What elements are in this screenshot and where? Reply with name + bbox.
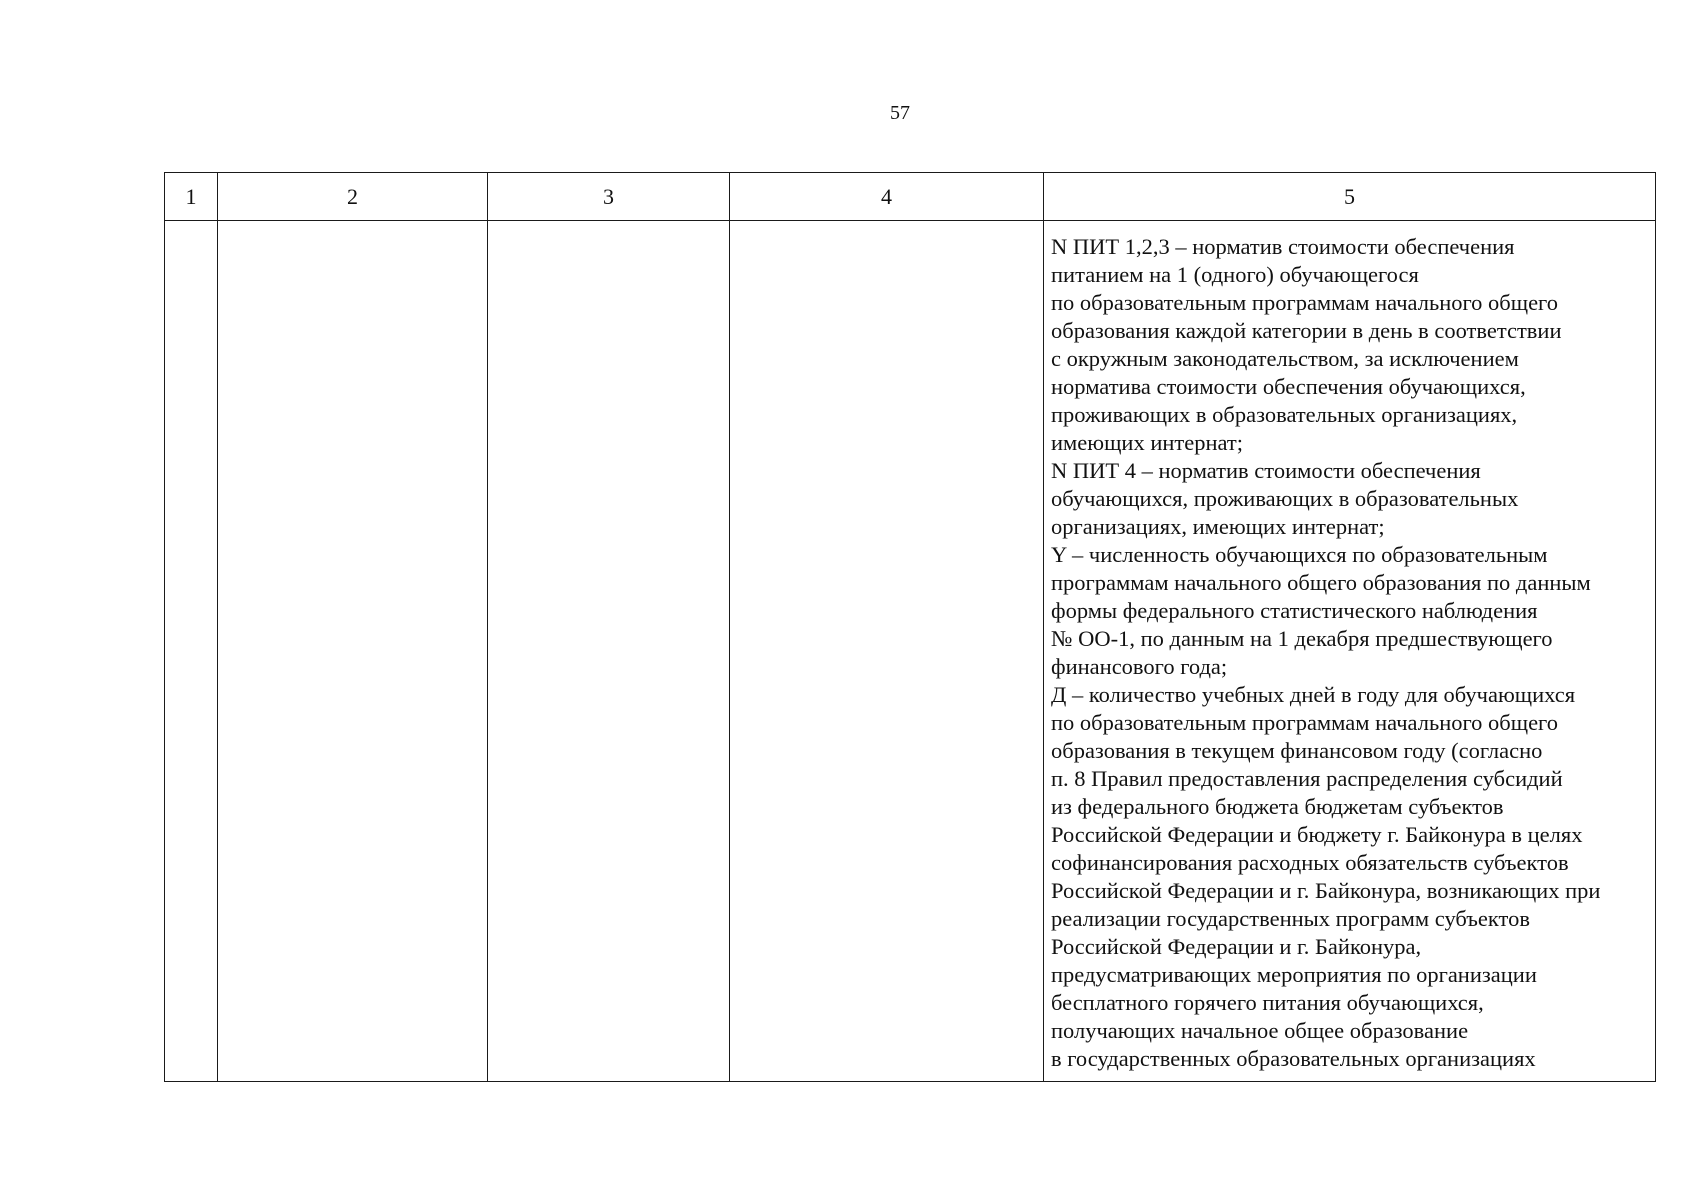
column-header-3: 3: [488, 173, 730, 221]
column-header-1: 1: [165, 173, 218, 221]
column-header-4: 4: [730, 173, 1044, 221]
header-row: [165, 173, 1656, 221]
text-line: имеющих интернат;: [1051, 430, 1243, 455]
cell-col-4: [730, 221, 1044, 1082]
cell-col-5: [1044, 221, 1656, 1082]
column-header-2: 2: [218, 173, 488, 221]
text-line: получающих начальное общее образование: [1051, 1018, 1469, 1043]
text-line: по образовательным программам начального общего: [1051, 290, 1558, 315]
text-line: образования каждой категории в день в соответствии: [1051, 318, 1562, 343]
text-line: проживающих в образовательных организациях,: [1051, 402, 1518, 427]
text-line: с окружным законодательством, за исключением: [1051, 346, 1519, 371]
text-line: обучающихся, проживающих в образовательных: [1051, 486, 1519, 511]
text-line: реализации государственных программ субъектов: [1051, 906, 1530, 931]
text-line: N ПИТ 1,2,3 – норматив стоимости обеспечения: [1051, 234, 1515, 259]
text-line: предусматривающих мероприятия по организации: [1051, 962, 1537, 987]
cell-col-2: [218, 221, 488, 1082]
text-line: программам начального общего образования по данным: [1051, 570, 1591, 595]
text-line: Российской Федерации и г. Байконура, возникающих при: [1051, 878, 1601, 903]
text-line: формы федерального статистического наблюдения: [1051, 598, 1538, 623]
text-line: норматива стоимости обеспечения обучающихся,: [1051, 374, 1526, 399]
formula-definitions-text: [1044, 221, 1655, 1073]
text-line: Д – количество учебных дней в году для обучающихся: [1051, 682, 1576, 707]
page-number: 57: [890, 102, 910, 124]
text-line: № ОО-1, по данным на 1 декабря предшествующего: [1051, 626, 1553, 651]
text-line: финансового года;: [1051, 654, 1228, 679]
text-line: Y – численность обучающихся по образовательным: [1051, 542, 1548, 567]
text-line: Российской Федерации и г. Байконура,: [1051, 934, 1422, 959]
text-line: питанием на 1 (одного) обучающегося: [1051, 262, 1419, 287]
column-header-5: 5: [1044, 173, 1656, 221]
document-table: [164, 172, 1656, 1082]
text-line: софинансирования расходных обязательств субъектов: [1051, 850, 1569, 875]
cell-col-1: [165, 221, 218, 1082]
text-line: из федерального бюджета бюджетам субъектов: [1051, 794, 1504, 819]
text-line: в государственных образовательных организациях: [1051, 1046, 1536, 1071]
text-line: N ПИТ 4 – норматив стоимости обеспечения: [1051, 458, 1481, 483]
text-line: п. 8 Правил предоставления распределения субсидий: [1051, 766, 1563, 791]
text-line: Российской Федерации и бюджету г. Байконура в целях: [1051, 822, 1583, 847]
text-line: организациях, имеющих интернат;: [1051, 514, 1385, 539]
text-line: образования в текущем финансовом году (согласно: [1051, 738, 1543, 763]
text-line: по образовательным программам начального общего: [1051, 710, 1558, 735]
table-row: [165, 221, 1656, 1082]
cell-col-3: [488, 221, 730, 1082]
text-line: бесплатного горячего питания обучающихся,: [1051, 990, 1484, 1015]
